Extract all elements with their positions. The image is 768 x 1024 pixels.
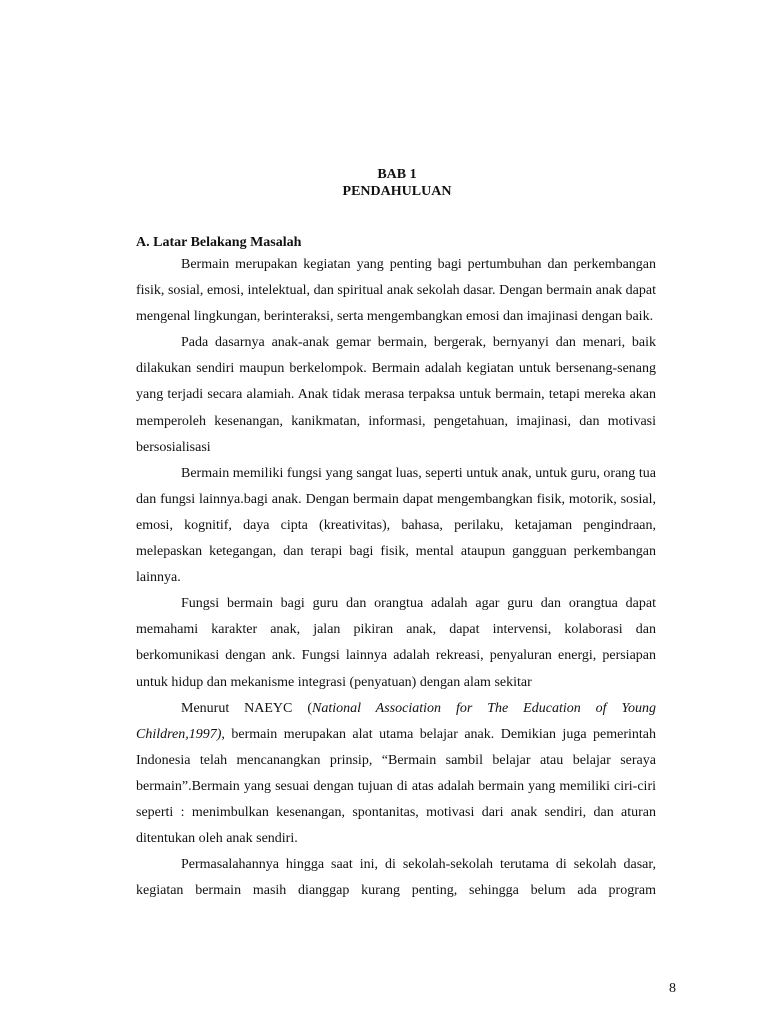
paragraph-4: Fungsi bermain bagi guru dan orangtua adalah agar guru dan orangtua dapat memahami karakter anak, jalan pikiran anak, dapat intervensi, kolaborasi dan berkomunikasi dengan ank. Fungsi lainnya adalah rekreasi, penyaluran energi, persiapan untuk hidup dan mekanisme integrasi (penyatuan) dengan alam sekitar (136, 596, 656, 690)
chapter-number: BAB 1 (377, 167, 417, 182)
paragraph-2: Pada dasarnya anak-anak gemar bermain, bergerak, bernyanyi dan menari, baik dilakukan sendiri maupun berkelompok. Bermain adalah kegiatan untuk bersenang-senang yang terjadi secara alamiah. Anak tidak merasa terpaksa untuk bermain, tetapi mereka akan memperoleh kesenangan, kanikmatan, informasi, pengetahuan, imajinasi, dan motivasi bersosialisasi (136, 335, 656, 455)
paragraph-5 (136, 696, 656, 853)
body-text (136, 252, 656, 904)
page-number: 8 (669, 981, 676, 996)
paragraph-5-rest: , bermain merupakan alat utama belajar anak. Demikian juga pemerintah Indonesia telah mencanangkan prinsip, “Bermain sambil belajar atau belajar seraya bermain”.Bermain yang sesuai dengan tujuan di atas adalah bermain yang memiliki ciri-ciri seperti : menimbulkan kesenangan, spontanitas, motivasi dari anak sendiri, dan aturan ditentukan oleh anak sendiri. (136, 726, 656, 847)
paragraph-6: Permasalahannya hingga saat ini, di sekolah-sekolah terutama di sekolah dasar, kegiatan bermain masih dianggap kurang penting, sehingga belum ada program (136, 857, 656, 899)
paragraph-3: Bermain memiliki fungsi yang sangat luas, seperti untuk anak, untuk guru, orang tua dan fungsi lainnya.bagi anak. Dengan bermain dapat mengembangkan fisik, motorik, sosial, emosi, kognitif, daya cipta (kreativitas), bahasa, perilaku, ketajaman pengindraan, melepaskan ketegangan, dan terapi bagi fisik, mental ataupun gangguan perkembangan lainnya. (136, 465, 656, 586)
paragraph-5-lead: Menurut NAEYC ( (181, 700, 312, 716)
chapter-title: PENDAHULUAN (342, 184, 452, 199)
paragraph-5-italic: National Association for The Education of Young Children,1997) (136, 700, 656, 742)
section-title: A. Latar Belakang Masalah (136, 235, 302, 250)
paragraph-1: Bermain merupakan kegiatan yang penting bagi pertumbuhan dan perkembangan fisik, sosial, emosi, intelektual, dan spiritual anak sekolah dasar. Dengan bermain anak dapat mengenal lingkungan, berinteraksi, serta mengembangkan emosi dan imajinasi dengan baik. (136, 257, 656, 325)
